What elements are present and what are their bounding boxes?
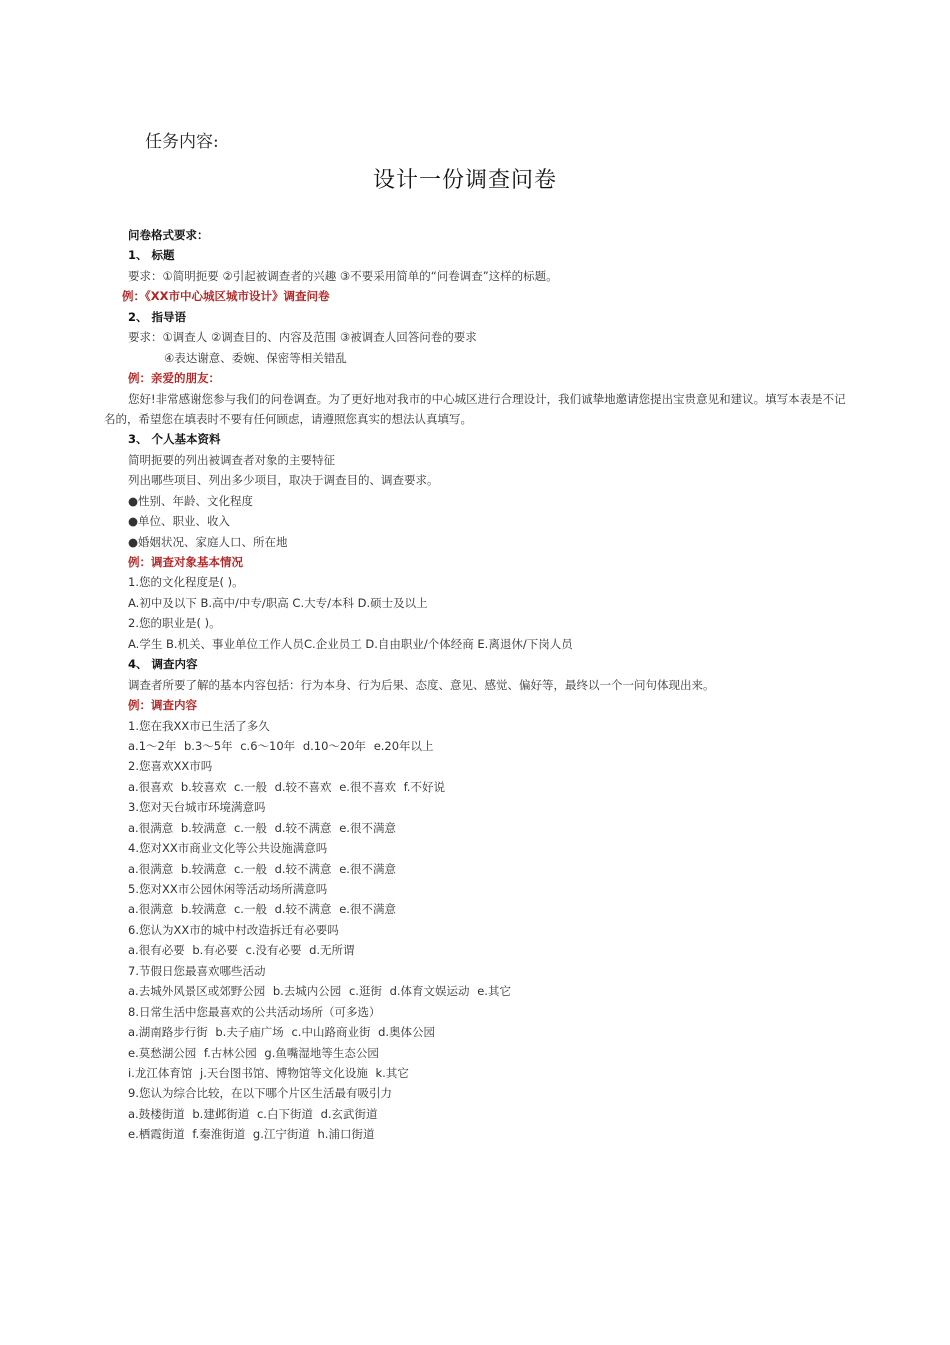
question-5: 5.您对XX市公园休闲等活动场所满意吗 xyxy=(128,882,328,897)
section-3-question-1: 1.您的文化程度是( )。 xyxy=(128,575,244,590)
question-3: 3.您对天台城市环境满意吗 xyxy=(128,800,266,815)
section-3-bullet-1: ●性别、年龄、文化程度 xyxy=(128,493,254,508)
question-8: 8.日常生活中您最喜欢的公共活动场所（可多选） xyxy=(128,1004,381,1019)
section-2-requirement: 要求：①调查人 ②调查目的、内容及范围 ③被调查人回答问卷的要求 xyxy=(128,330,477,345)
question-9-options-1: a.鼓楼街道 b.建邺街道 c.白下街道 d.玄武街道 xyxy=(128,1106,378,1121)
question-8-options-3: i.龙江体育馆 j.天台图书馆、博物馆等文化设施 k.其它 xyxy=(128,1065,409,1080)
section-2-paragraph: 您好!非常感谢您参与我们的问卷调查。为了更好地对我市的中心城区进行合理设计，我们诚挚地邀请您提出宝贵意见和建议。填写本表是不记名的，希望您在填表时不要有任何顾虑，请遵照您真实的想法认真填写。 xyxy=(104,391,846,426)
section-3-question-1-options: A.初中及以下 B.高中/中专/职高 C.大专/本科 D.硕士及以上 xyxy=(128,595,428,610)
question-2-options: a.很喜欢 b.较喜欢 c.一般 d.较不喜欢 e.很不喜欢 f.不好说 xyxy=(128,779,445,794)
section-1-example: 例：《XX市中心城区城市设计》调查问卷 xyxy=(122,289,330,304)
question-1: 1.您在我XX市已生活了多久 xyxy=(128,718,270,733)
document-title: 设计一份调查问卷 xyxy=(372,168,557,193)
question-6-options: a.很有必要 b.有必要 c.没有必要 d.无所谓 xyxy=(128,943,355,958)
question-1-options: a.1～2年 b.3～5年 c.6～10年 d.10～20年 e.20年以上 xyxy=(128,738,434,753)
question-8-options-1: a.湖南路步行街 b.夫子庙广场 c.中山路商业街 d.奥体公园 xyxy=(128,1025,436,1040)
format-heading: 问卷格式要求： xyxy=(128,228,209,242)
task-label: 任务内容: xyxy=(145,132,219,152)
question-5-options: a.很满意 b.较满意 c.一般 d.较不满意 e.很不满意 xyxy=(128,902,396,917)
section-3-line-1: 简明扼要的列出被调查者对象的主要特征 xyxy=(128,452,335,467)
question-3-options: a.很满意 b.较满意 c.一般 d.较不满意 e.很不满意 xyxy=(128,820,396,835)
question-7-options: a.去城外风景区或郊野公园 b.去城内公园 c.逛街 d.体育文娱运动 e.其它 xyxy=(128,984,511,999)
section-1-title: 1、 标题 xyxy=(128,248,175,263)
section-3-bullet-2: ●单位、职业、收入 xyxy=(128,514,231,529)
section-2-requirement-cont: ④表达谢意、委婉、保密等相关错乱 xyxy=(164,350,347,365)
section-3-line-2: 列出哪些项目、列出多少项目，取决于调查目的、调查要求。 xyxy=(128,473,439,488)
section-2-example: 例：亲爱的朋友： xyxy=(128,371,220,386)
question-6: 6.您认为XX市的城中村改造拆迁有必要吗 xyxy=(128,922,339,937)
question-8-options-2: e.莫愁湖公园 f.古林公园 g.鱼嘴湿地等生态公园 xyxy=(128,1045,379,1060)
questionnaire-format-content xyxy=(104,225,848,1145)
section-4-line-1: 调查者所要了解的基本内容包括：行为本身、行为后果、态度、意见、感觉、偏好等，最终以一个一问句体现出来。 xyxy=(128,677,715,692)
question-9: 9.您认为综合比较，在以下哪个片区生活最有吸引力 xyxy=(128,1086,392,1101)
section-3-question-2: 2.您的职业是( )。 xyxy=(128,616,221,631)
section-1-requirement: 要求：①简明扼要 ②引起被调查者的兴趣 ③不要采用简单的“问卷调查”这样的标题。 xyxy=(128,268,558,283)
section-3-title: 3、 个人基本资料 xyxy=(128,432,221,447)
question-2: 2.您喜欢XX市吗 xyxy=(128,759,213,774)
section-3-example: 例：调查对象基本情况 xyxy=(128,555,243,570)
section-2-title: 2、 指导语 xyxy=(128,309,187,324)
question-4-options: a.很满意 b.较满意 c.一般 d.较不满意 e.很不满意 xyxy=(128,861,396,876)
section-4-title: 4、 调查内容 xyxy=(128,657,198,672)
section-4-example: 例：调查内容 xyxy=(128,698,197,713)
question-7: 7.节假日您最喜欢哪些活动 xyxy=(128,963,266,978)
section-3-bullet-3: ●婚姻状况、家庭人口、所在地 xyxy=(128,534,288,549)
section-3-question-2-options: A.学生 B.机关、事业单位工作人员C.企业员工 D.自由职业/个体经商 E.离退休/下岗人员 xyxy=(128,636,573,651)
question-9-options-2: e.栖霞街道 f.秦淮街道 g.江宁街道 h.浦口街道 xyxy=(128,1127,375,1142)
question-4: 4.您对XX市商业文化等公共设施满意吗 xyxy=(128,841,328,856)
